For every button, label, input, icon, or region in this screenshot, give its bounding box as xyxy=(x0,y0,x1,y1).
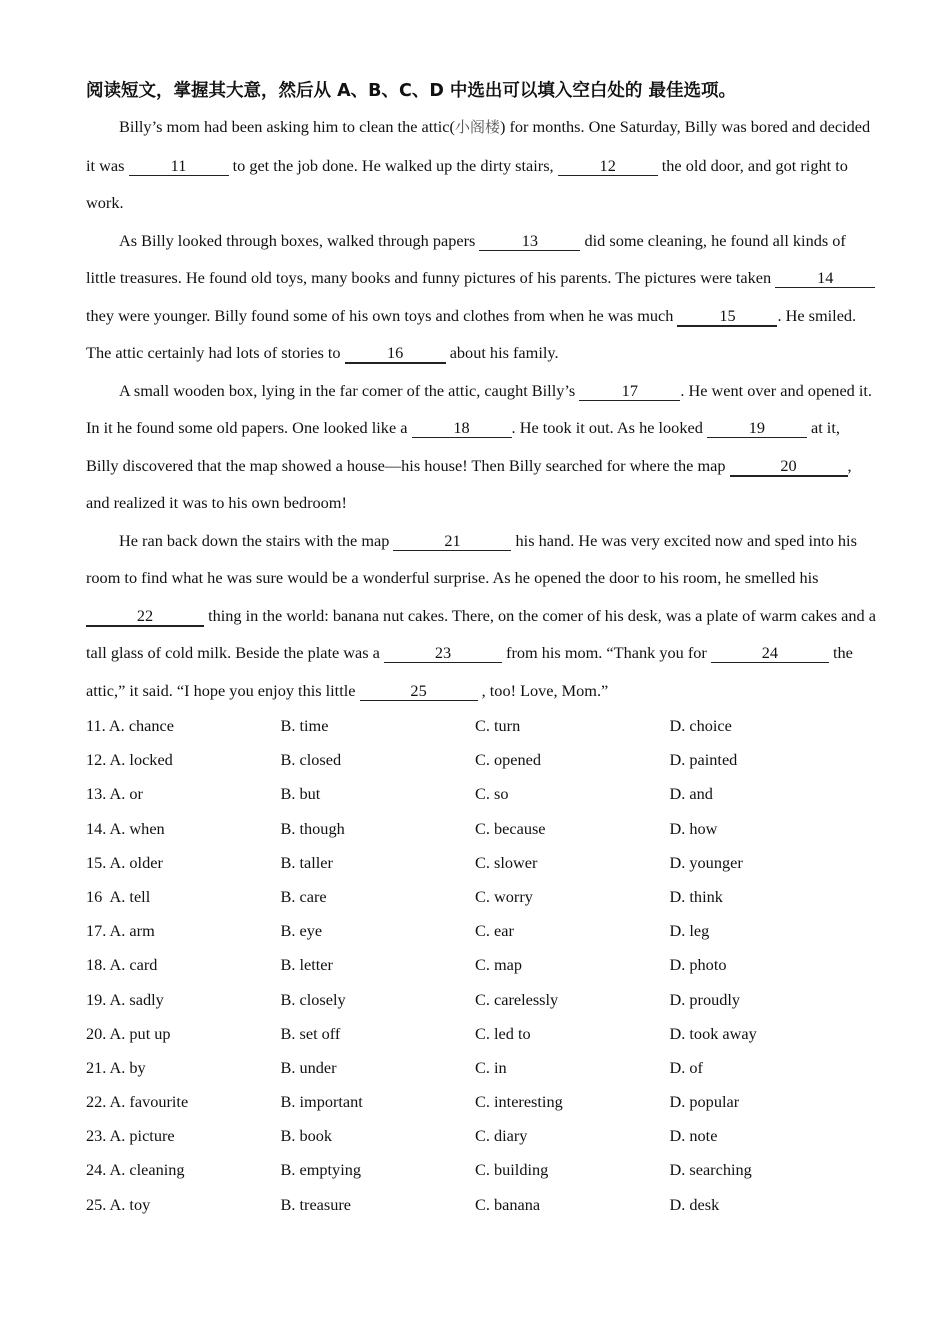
text: He ran back down the stairs with the map xyxy=(119,530,394,550)
option-c[interactable]: C. worry xyxy=(475,886,533,906)
text: . He went over and opened it. In it he found some old papers. One looked like a xyxy=(86,380,873,437)
text: from his mom. “Thank you for xyxy=(501,643,711,662)
text: Billy’s mom had been asking him to clean the attic( xyxy=(119,117,455,136)
option-b[interactable]: B. taller xyxy=(280,852,333,872)
option-c[interactable]: C. diary xyxy=(475,1126,528,1146)
blank-22[interactable]: 22 xyxy=(86,607,204,627)
text: about his family. xyxy=(445,343,559,362)
option-a[interactable]: 11. A. chance xyxy=(86,716,175,735)
option-a[interactable]: 19. A. sadly xyxy=(86,989,164,1009)
question-row xyxy=(86,914,876,948)
option-a[interactable]: 20. A. put up xyxy=(86,1023,171,1043)
text: to get the job done. He walked up the dirty stairs, xyxy=(228,155,558,175)
option-d[interactable]: D. leg xyxy=(669,921,710,941)
option-c[interactable]: C. opened xyxy=(475,750,542,770)
blank-15[interactable]: 15 xyxy=(677,307,777,327)
blank-17[interactable]: 17 xyxy=(579,382,680,401)
passage-paragraph-4 xyxy=(86,522,876,710)
question-row xyxy=(86,1119,876,1153)
option-b[interactable]: B. letter xyxy=(280,955,333,975)
option-d[interactable]: D. searching xyxy=(669,1160,752,1180)
option-b[interactable]: B. set off xyxy=(280,1023,341,1043)
blank-12[interactable]: 12 xyxy=(558,157,658,176)
text: , too! Love, Mom.” xyxy=(477,680,609,700)
option-d[interactable]: D. desk xyxy=(669,1194,720,1214)
question-row xyxy=(86,983,876,1017)
option-d[interactable]: D. choice xyxy=(669,716,732,735)
option-c[interactable]: C. interesting xyxy=(475,1092,563,1112)
option-b[interactable]: B. under xyxy=(280,1057,337,1077)
option-b[interactable]: B. though xyxy=(280,818,345,838)
question-row xyxy=(86,777,876,811)
option-c[interactable]: C. slower xyxy=(475,852,538,872)
option-b[interactable]: B. care xyxy=(280,886,327,906)
question-row xyxy=(86,1153,876,1187)
option-b[interactable]: B. time xyxy=(280,716,329,735)
text: his hand. He was very excited now and sped into his room to find what he was sure would be a wonderful surprise. As he opened the door to his room, he smelled his xyxy=(86,530,857,587)
passage-paragraph-2 xyxy=(86,222,876,372)
option-a[interactable]: 24. A. cleaning xyxy=(86,1160,185,1180)
blank-24[interactable]: 24 xyxy=(711,644,829,663)
option-c[interactable]: C. building xyxy=(475,1160,549,1180)
option-d[interactable]: D. photo xyxy=(669,955,727,975)
question-row xyxy=(86,880,876,914)
option-a[interactable]: 22. A. favourite xyxy=(86,1092,189,1112)
option-c[interactable]: C. turn xyxy=(475,716,521,735)
text: thing in the world: banana nut cakes. There, on the comer of his desk, was a plate of warm cakes and a tall glass of cold milk. Beside the plate was a xyxy=(86,605,876,662)
text: . He took it out. As he looked xyxy=(511,418,707,437)
passage-paragraph-1 xyxy=(86,108,876,222)
option-d[interactable]: D. popular xyxy=(669,1092,740,1112)
option-a[interactable]: 21. A. by xyxy=(86,1057,146,1077)
text: ) for months. One Saturday, Billy was bored and decided it was xyxy=(86,117,871,175)
question-row xyxy=(86,1017,876,1051)
option-d[interactable]: D. note xyxy=(669,1126,718,1146)
option-a[interactable]: 14. A. when xyxy=(86,818,165,838)
text: the old door, and got right to work. xyxy=(86,155,848,212)
option-b[interactable]: B. but xyxy=(280,784,321,804)
option-d[interactable]: D. painted xyxy=(669,750,738,770)
question-row xyxy=(86,1051,876,1085)
option-c[interactable]: C. ear xyxy=(475,921,514,941)
option-d[interactable]: D. proudly xyxy=(669,989,741,1009)
blank-25[interactable]: 25 xyxy=(360,682,478,701)
question-row xyxy=(86,1085,876,1119)
option-d[interactable]: D. how xyxy=(669,818,718,838)
question-row xyxy=(86,709,876,743)
option-a[interactable]: 23. A. picture xyxy=(86,1126,175,1146)
text: , and realized it was to his own bedroom! xyxy=(86,455,852,512)
option-d[interactable]: D. took away xyxy=(669,1023,757,1043)
text: A small wooden box, lying in the far comer of the attic, caught Billy’s xyxy=(119,380,580,400)
passage-paragraph-3 xyxy=(86,372,876,522)
option-d[interactable]: D. of xyxy=(669,1057,703,1077)
text: the attic,” it said. “I hope you enjoy this little xyxy=(86,643,853,700)
option-a[interactable]: 13. A. or xyxy=(86,784,143,804)
blank-13[interactable]: 13 xyxy=(479,232,580,251)
text: they were younger. Billy found some of his own toys and clothes from when he was much xyxy=(86,305,678,325)
option-b[interactable]: B. book xyxy=(280,1126,333,1146)
option-b[interactable]: B. closely xyxy=(280,989,346,1009)
option-b[interactable]: B. treasure xyxy=(280,1194,352,1214)
option-a[interactable]: 16 A. tell xyxy=(86,886,151,906)
option-c[interactable]: C. map xyxy=(475,955,523,975)
blank-19[interactable]: 19 xyxy=(707,419,807,438)
blank-14[interactable]: 14 xyxy=(775,269,875,288)
text: at it, Billy discovered that the map showed a house—his house! Then Billy searched for where the map xyxy=(86,418,840,475)
option-b[interactable]: B. closed xyxy=(280,750,342,770)
option-c[interactable]: C. in xyxy=(475,1057,507,1077)
chinese-gloss: 小阁楼 xyxy=(454,118,500,136)
question-row xyxy=(86,812,876,846)
option-b[interactable]: B. eye xyxy=(280,921,323,941)
option-c[interactable]: C. banana xyxy=(475,1194,541,1214)
option-a[interactable]: 15. A. older xyxy=(86,852,163,872)
option-a[interactable]: 12. A. locked xyxy=(86,750,173,770)
option-a[interactable]: 18. A. card xyxy=(86,955,158,975)
question-row xyxy=(86,743,876,777)
blank-20[interactable]: 20 xyxy=(730,457,848,477)
option-d[interactable]: D. younger xyxy=(669,852,743,872)
question-row xyxy=(86,1188,876,1222)
question-row xyxy=(86,846,876,880)
option-c[interactable]: C. so xyxy=(475,784,509,804)
option-c[interactable]: C. carelessly xyxy=(475,989,559,1009)
option-b[interactable]: B. important xyxy=(280,1092,363,1112)
blank-18[interactable]: 18 xyxy=(412,419,512,438)
option-d[interactable]: D. think xyxy=(669,886,723,906)
blank-16[interactable]: 16 xyxy=(345,344,446,364)
option-a[interactable]: 17. A. arm xyxy=(86,921,155,941)
option-c[interactable]: C. because xyxy=(475,818,546,838)
option-b[interactable]: B. emptying xyxy=(280,1160,361,1180)
text: did some cleaning, he found all kinds of little treasures. He found old toys, many books and funny pictures of his parents. The pictures were taken xyxy=(86,230,846,287)
blank-11[interactable]: 11 xyxy=(129,157,229,176)
blank-23[interactable]: 23 xyxy=(384,644,502,663)
question-options xyxy=(86,709,876,1222)
text: . He smiled. The attic certainly had lots of stories to xyxy=(86,305,857,362)
option-c[interactable]: C. led to xyxy=(475,1023,531,1043)
option-a[interactable]: 25. A. toy xyxy=(86,1194,151,1214)
document-page xyxy=(86,74,876,1222)
text: As Billy looked through boxes, walked through papers xyxy=(119,230,480,250)
instruction-heading: 阅读短文，掌握其大意，然后从 A、B、C、D 中选出可以填入空白处的 最佳选项。 xyxy=(86,81,737,101)
option-d[interactable]: D. and xyxy=(669,784,713,804)
question-row xyxy=(86,948,876,982)
blank-21[interactable]: 21 xyxy=(393,532,511,551)
